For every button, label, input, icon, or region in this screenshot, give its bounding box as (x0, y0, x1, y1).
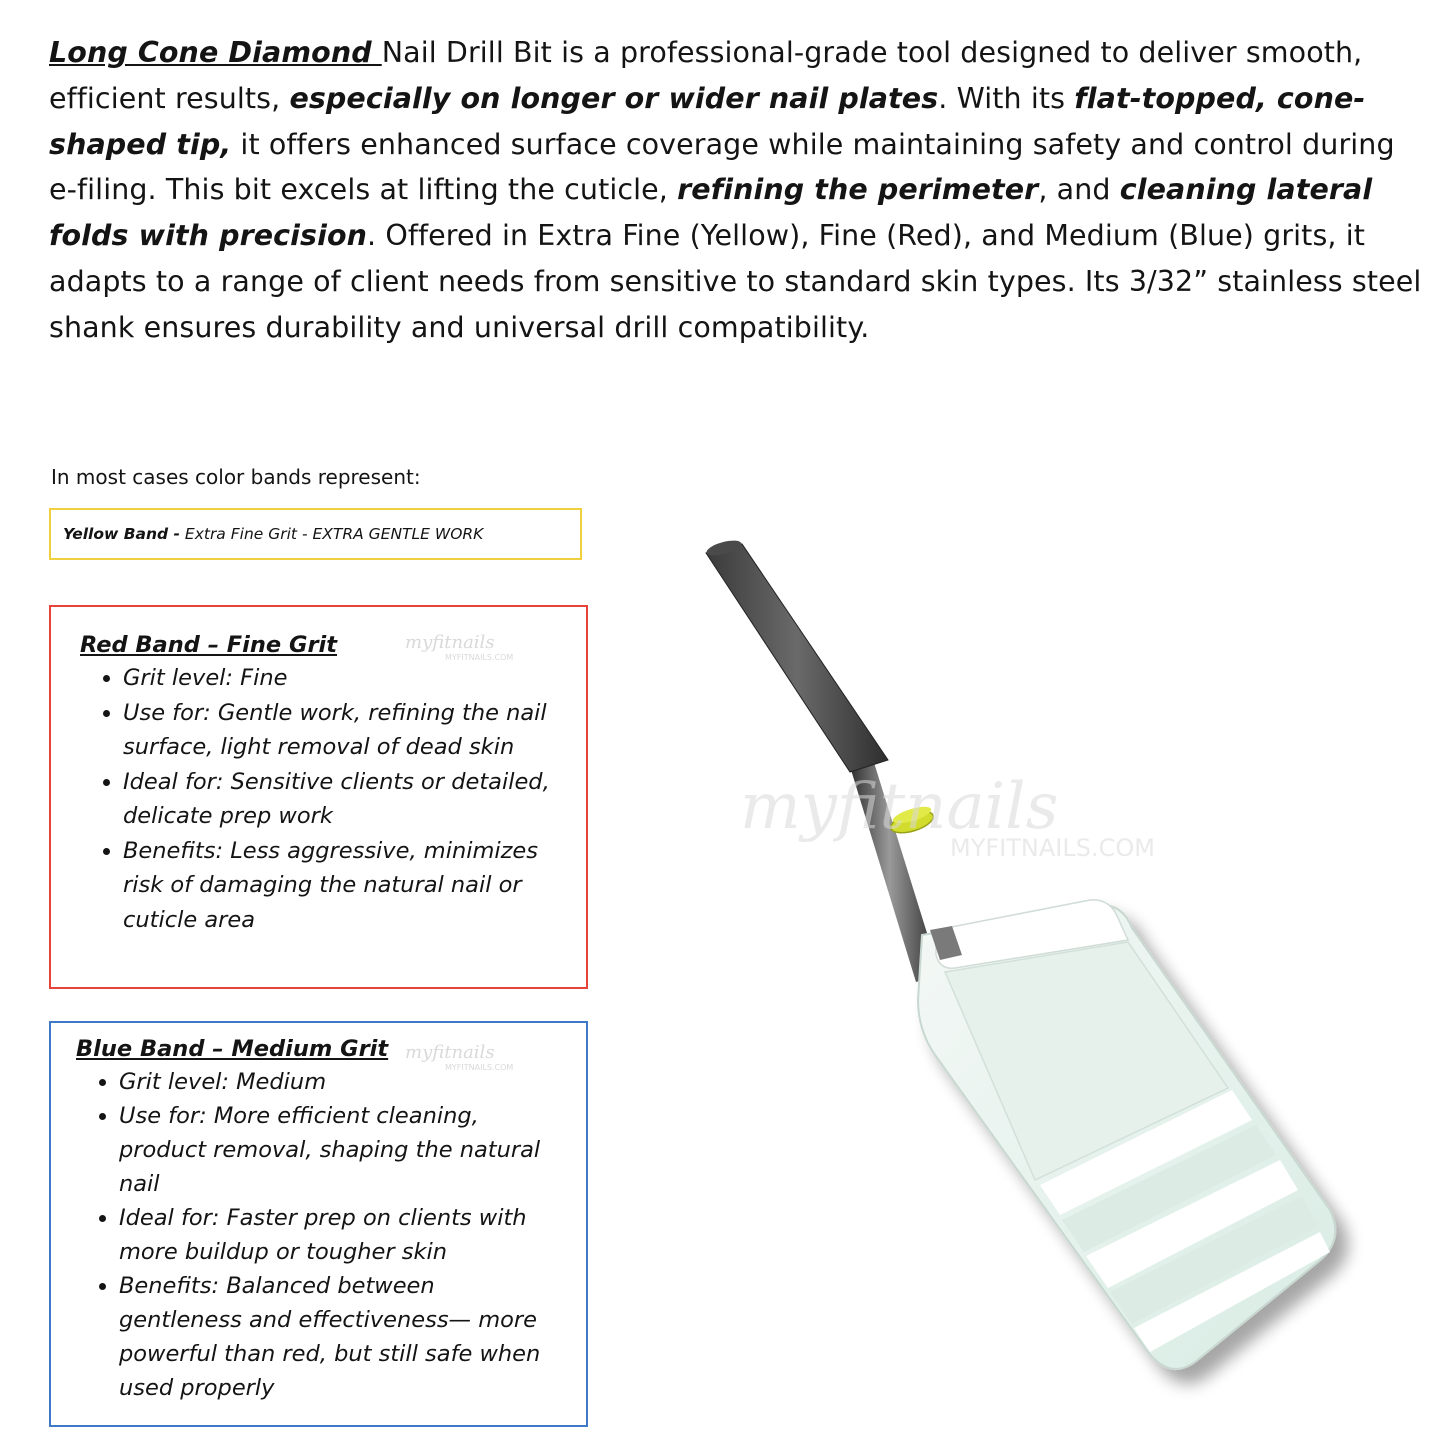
red-band-box (49, 605, 588, 989)
list-item: • Use for: Gentle work, refining the nail surface, light removal of dead skin (123, 696, 573, 765)
description-text: . With its (938, 81, 1075, 115)
list-item: • Benefits: Balanced between gentleness and effectiveness— more powerful than red, but still safe when used properly (119, 1269, 559, 1405)
list-item: • Use for: More efficient cleaning, product removal, shaping the natural nail (119, 1099, 559, 1201)
yellow-band-desc: Extra Fine Grit - EXTRA GENTLE WORK (179, 525, 484, 543)
description-text: . Offered in Extra Fine (Yellow), Fine (Red), and Medium (Blue) grits, it adapts to a range of client needs from sensitive to standard skin types. Its 3/32” stainless steel shank ensures durability and universal drill compatibility. (49, 219, 1422, 344)
list-item: • Ideal for: Sensitive clients or detailed, delicate prep work (123, 765, 573, 834)
list-item: • Benefits: Less aggressive, minimizes risk of damaging the natural nail or cuticle area (123, 834, 573, 938)
plastic-holder (918, 900, 1335, 1369)
yellow-band-label: Yellow Band - (63, 525, 180, 543)
list-item: • Ideal for: Faster prep on clients with more buildup or tougher skin (119, 1201, 559, 1269)
blue-band-list (76, 1065, 559, 1405)
watermark-small-red: myfitnails MYFITNAILS.COM (405, 632, 514, 662)
description-text: Nail Drill Bit is a professional-grade tool designed to deliver smooth, efficient results, (49, 36, 1363, 115)
red-band-list (80, 661, 573, 937)
color-band-caption: In most cases color bands represent: (51, 465, 421, 489)
description-emphasis: especially on longer or wider nail plates (289, 81, 939, 115)
diamond-cone-head (706, 544, 888, 772)
product-description (49, 30, 1424, 351)
description-text: it offers enhanced surface coverage while maintaining safety and control during e-filing. This bit excels at lifting the cuticle, (49, 127, 1395, 207)
description-emphasis: cleaning lateral folds with precision (49, 173, 1373, 253)
drill-bit-photo (680, 520, 1400, 1400)
watermark-small-blue: myfitnails MYFITNAILS.COM (405, 1042, 514, 1072)
watermark-large: myfitnails MYFITNAILS.COM (740, 770, 1155, 862)
list-item: • Grit level: Fine (123, 661, 573, 696)
description-emphasis: refining the perimeter (677, 173, 1039, 207)
description-emphasis: flat-topped, cone-shaped tip, (49, 81, 1366, 161)
blue-band-box (49, 1021, 588, 1427)
description-text: , and (1038, 173, 1120, 207)
yellow-grit-band (888, 803, 935, 837)
blue-band-title: Blue Band – Medium Grit (76, 1036, 389, 1062)
list-item: • Grit level: Medium (119, 1065, 559, 1099)
product-name: Long Cone Diamond (49, 36, 382, 69)
red-band-title: Red Band – Fine Grit (80, 632, 338, 658)
yellow-band-box (49, 508, 582, 560)
